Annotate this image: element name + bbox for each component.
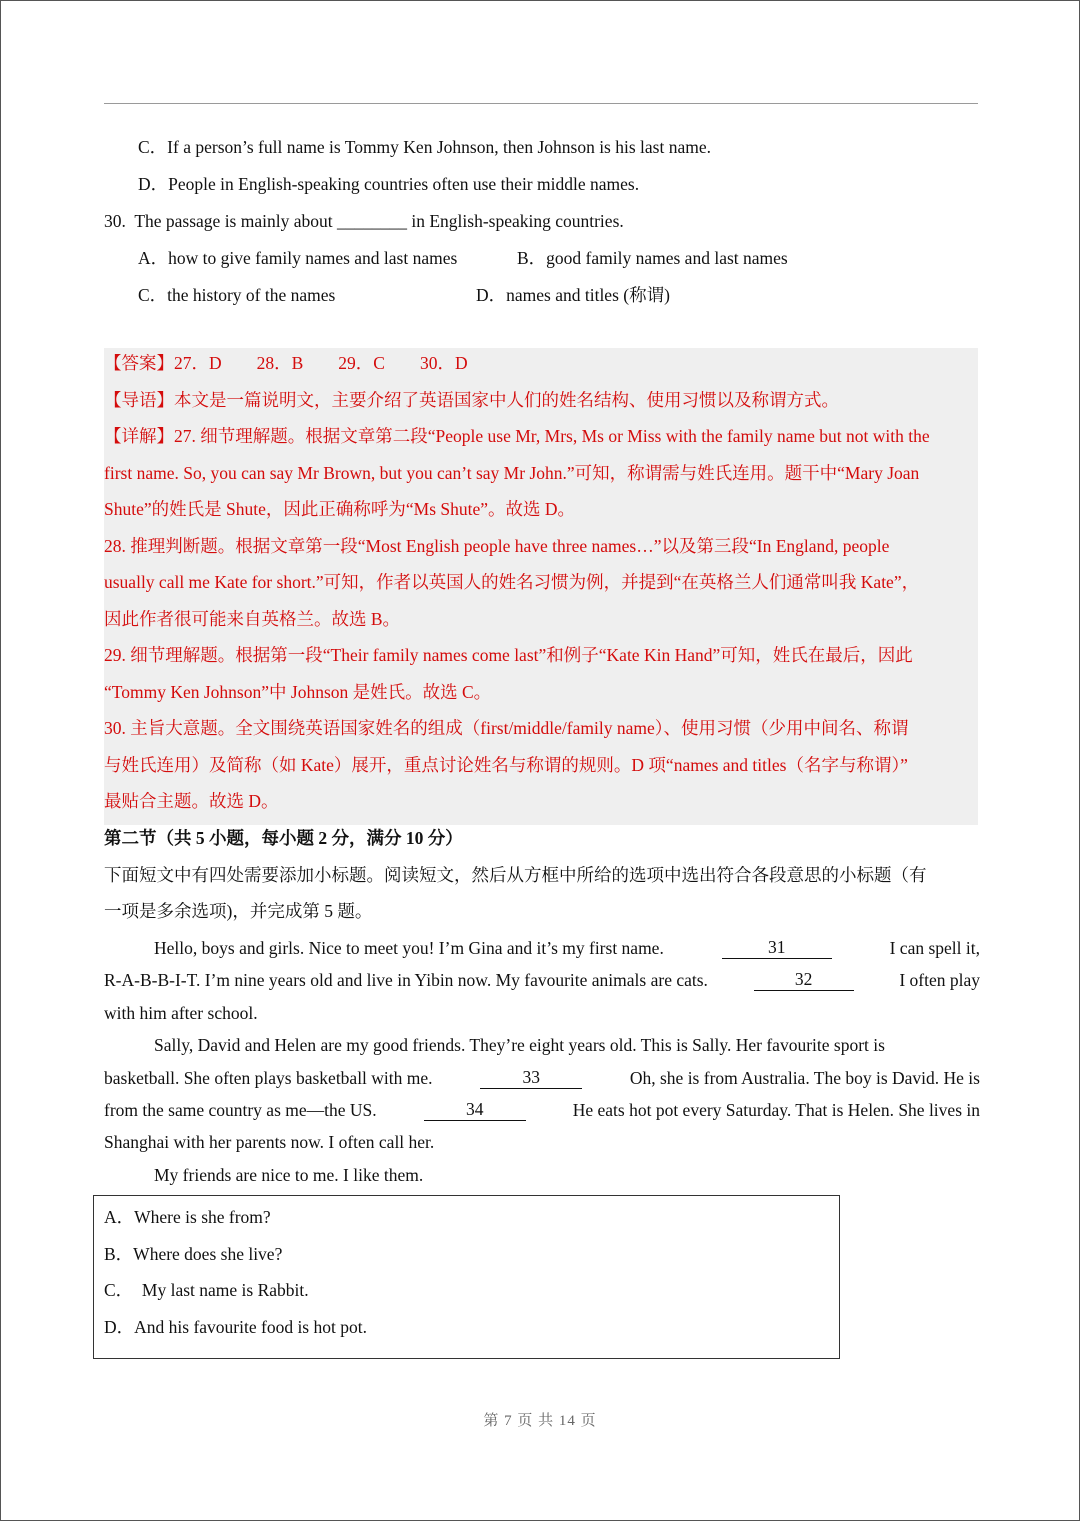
q30-blank: ________: [336, 211, 407, 231]
detail-line-7: 29. 细节理解题。根据第一段“Their family names come last”和例子“Kate Kin Hand”可知，姓氏在最后，因此: [104, 645, 913, 665]
passage-text: basketball. She often plays basketball with me.: [104, 1068, 433, 1088]
detail-line-3: Shute”的姓氏是 Shute，因此正确称呼为“Ms Shute”。故选 D。: [104, 499, 576, 519]
q29-option-d: D．People in English-speaking countries often use their middle names.: [138, 174, 640, 194]
q30-option-d: D．names and titles (称谓): [476, 285, 670, 305]
q30-option-b: B．good family names and last names: [517, 248, 788, 268]
page-footer: 第 7 页 共 14 页: [483, 1413, 597, 1429]
detail-line-10: 与姓氏连用）及简称（如 Kate）展开，重点讨论姓名与称谓的规则。D 项“names and titles（名字与称谓）”: [104, 755, 908, 775]
passage-p1-line1: [154, 937, 980, 959]
section2-instructions-2: 一项是多余选项)，并完成第 5 题。: [104, 901, 373, 921]
heading-option-d: D．And his favourite food is hot pot.: [104, 1317, 367, 1337]
section2-instructions-1: 下面短文中有四处需要添加小标题。阅读短文，然后从方框中所给的选项中选出符合各段意思的小标题（有: [104, 865, 927, 885]
intro-tag: 【导语】: [104, 390, 174, 410]
passage-text: I can spell it,: [889, 938, 980, 958]
answer-keys: 27．D 28．B 29．C 30．D: [174, 353, 468, 373]
q30-stem: [104, 210, 624, 232]
blank-34[interactable]: 34: [424, 1099, 526, 1121]
header-rule: [104, 103, 978, 104]
passage-text: R-A-B-B-I-T. I’m nine years old and live in Yibin now. My favourite animals are cats.: [104, 970, 708, 990]
passage-p1-line3: with him after school.: [104, 1003, 258, 1023]
detail-line-9: 30. 主旨大意题。全文围绕英语国家姓名的组成（first/middle/family name）、使用习惯（少用中间名、称谓: [104, 718, 909, 738]
q30-option-c: C．the history of the names: [138, 285, 336, 305]
q30-stem-before: The passage is mainly about: [134, 211, 333, 231]
heading-option-b: B．Where does she live?: [104, 1244, 283, 1264]
passage-text: He eats hot pot every Saturday. That is Helen. She lives in: [572, 1100, 980, 1120]
passage-text: Sally, David and Helen are my good friends. They’re eight years old. This is Sally. Her favourite sport is: [154, 1035, 885, 1055]
passage-p2-line2: [104, 1067, 980, 1089]
detail-line-2: first name. So, you can say Mr Brown, but you can’t say Mr John.”可知，称谓需与姓氏连用。题干中“Mary Joan: [104, 463, 920, 483]
blank-32[interactable]: 32: [754, 969, 854, 991]
detail-line-8: “Tommy Ken Johnson”中 Johnson 是姓氏。故选 C。: [104, 682, 492, 702]
q30-number: 30.: [104, 211, 126, 231]
intro-line: [104, 389, 839, 411]
detail-line-4: 28. 推理判断题。根据文章第一段“Most English people have three names…”以及第三段“In England, people: [104, 536, 890, 556]
detail-line-5: usually call me Kate for short.”可知，作者以英国人的姓名习惯为例，并提到“在英格兰人们通常叫我 Kate”，: [104, 572, 920, 592]
blank-33[interactable]: 33: [480, 1067, 582, 1089]
passage-p2-line4: Shanghai with her parents now. I often call her.: [104, 1132, 435, 1152]
heading-option-a: A．Where is she from?: [104, 1207, 271, 1227]
passage-p2-line1: [154, 1034, 980, 1056]
q30-option-a: A．how to give family names and last names: [138, 248, 458, 268]
passage-text: Hello, boys and girls. Nice to meet you! I’m Gina and it’s my first name.: [154, 938, 664, 958]
intro-text: 本文是一篇说明文，主要介绍了英语国家中人们的姓名结构、使用习惯以及称谓方式。: [174, 390, 839, 410]
passage-p2-line3: [104, 1099, 980, 1121]
passage-p1-line2: [104, 969, 980, 991]
answer-line: [104, 352, 468, 374]
passage-text: from the same country as me—the US.: [104, 1100, 377, 1120]
heading-option-c: C． My last name is Rabbit.: [104, 1280, 309, 1300]
q29-option-c: C．If a person’s full name is Tommy Ken Johnson, then Johnson is his last name.: [138, 137, 711, 157]
passage-text: I often play: [899, 970, 980, 990]
passage-p3: My friends are nice to me. I like them.: [154, 1165, 424, 1185]
detail-line-6: 因此作者很可能来自英格兰。故选 B。: [104, 609, 401, 629]
passage-text: Oh, she is from Australia. The boy is David. He is: [629, 1068, 980, 1088]
blank-31[interactable]: 31: [722, 937, 832, 959]
section2-heading: 第二节（共 5 小题，每小题 2 分，满分 10 分）: [104, 828, 463, 848]
detail-line-1: [104, 425, 930, 447]
detail-tag: 【详解】: [104, 426, 174, 446]
detail-text: 27. 细节理解题。根据文章第二段“People use Mr, Mrs, Ms or Miss with the family name but not with the: [174, 426, 930, 446]
detail-line-11: 最贴合主题。故选 D。: [104, 791, 279, 811]
q30-stem-after: in English-speaking countries.: [411, 211, 624, 231]
answer-tag: 【答案】: [104, 353, 174, 373]
